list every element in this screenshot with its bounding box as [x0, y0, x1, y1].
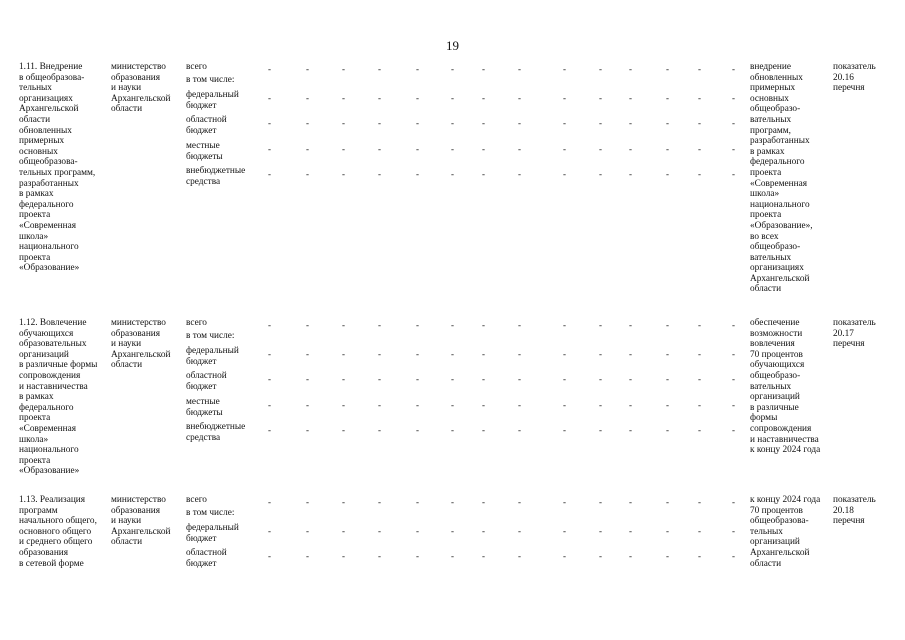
empty-value-dash: - [306, 144, 309, 154]
funding-source: всего [186, 495, 207, 505]
funding-source: внебюджетные средства [186, 422, 246, 443]
empty-value-dash: - [378, 169, 381, 179]
empty-value-dash: - [268, 144, 271, 154]
empty-value-dash: - [342, 400, 345, 410]
empty-value-dash: - [563, 551, 566, 561]
funding-source: областной бюджет [186, 371, 227, 392]
funding-source: областной бюджет [186, 548, 227, 569]
empty-value-dash: - [563, 526, 566, 536]
empty-value-dash: - [451, 425, 454, 435]
empty-value-dash: - [268, 169, 271, 179]
empty-value-dash: - [732, 400, 735, 410]
empty-value-dash: - [732, 526, 735, 536]
responsible-executor: министерство образования и науки Архангельской области [111, 62, 171, 115]
empty-value-dash: - [599, 93, 602, 103]
empty-value-dash: - [306, 349, 309, 359]
empty-value-dash: - [563, 497, 566, 507]
funding-source: в том числе: [186, 331, 235, 341]
empty-value-dash: - [378, 425, 381, 435]
empty-value-dash: - [518, 64, 521, 74]
empty-value-dash: - [268, 425, 271, 435]
empty-value-dash: - [416, 400, 419, 410]
empty-value-dash: - [698, 551, 701, 561]
event-name: 1.13. Реализация программ начального общего, основного общего и среднего общего образования в сетевой форме [19, 495, 97, 569]
indicator-reference: показатель 20.16 перечня [833, 62, 876, 94]
empty-value-dash: - [666, 400, 669, 410]
page-number: 19 [446, 38, 459, 53]
empty-value-dash: - [666, 93, 669, 103]
empty-value-dash: - [416, 320, 419, 330]
empty-value-dash: - [482, 425, 485, 435]
empty-value-dash: - [599, 497, 602, 507]
empty-value-dash: - [416, 497, 419, 507]
funding-source: федеральный бюджет [186, 523, 239, 544]
empty-value-dash: - [306, 64, 309, 74]
empty-value-dash: - [698, 526, 701, 536]
empty-value-dash: - [698, 320, 701, 330]
funding-source: всего [186, 318, 207, 328]
empty-value-dash: - [451, 551, 454, 561]
empty-value-dash: - [268, 64, 271, 74]
empty-value-dash: - [666, 349, 669, 359]
empty-value-dash: - [416, 169, 419, 179]
empty-value-dash: - [451, 144, 454, 154]
empty-value-dash: - [482, 320, 485, 330]
empty-value-dash: - [629, 93, 632, 103]
empty-value-dash: - [451, 497, 454, 507]
empty-value-dash: - [416, 526, 419, 536]
empty-value-dash: - [698, 400, 701, 410]
empty-value-dash: - [342, 526, 345, 536]
empty-value-dash: - [306, 374, 309, 384]
empty-value-dash: - [378, 64, 381, 74]
empty-value-dash: - [482, 93, 485, 103]
empty-value-dash: - [518, 169, 521, 179]
empty-value-dash: - [563, 144, 566, 154]
empty-value-dash: - [518, 349, 521, 359]
empty-value-dash: - [629, 400, 632, 410]
empty-value-dash: - [518, 93, 521, 103]
empty-value-dash: - [306, 497, 309, 507]
empty-value-dash: - [518, 374, 521, 384]
empty-value-dash: - [416, 64, 419, 74]
empty-value-dash: - [629, 64, 632, 74]
empty-value-dash: - [732, 497, 735, 507]
funding-source: в том числе: [186, 75, 235, 85]
empty-value-dash: - [482, 64, 485, 74]
empty-value-dash: - [268, 118, 271, 128]
empty-value-dash: - [666, 425, 669, 435]
funding-source: областной бюджет [186, 115, 227, 136]
empty-value-dash: - [666, 526, 669, 536]
empty-value-dash: - [342, 169, 345, 179]
empty-value-dash: - [306, 118, 309, 128]
empty-value-dash: - [732, 425, 735, 435]
empty-value-dash: - [378, 349, 381, 359]
empty-value-dash: - [342, 64, 345, 74]
empty-value-dash: - [378, 551, 381, 561]
empty-value-dash: - [518, 400, 521, 410]
empty-value-dash: - [482, 144, 485, 154]
empty-value-dash: - [482, 349, 485, 359]
empty-value-dash: - [268, 374, 271, 384]
empty-value-dash: - [482, 374, 485, 384]
empty-value-dash: - [599, 144, 602, 154]
indicator-reference: показатель 20.18 перечня [833, 495, 876, 527]
funding-source: внебюджетные средства [186, 166, 246, 187]
empty-value-dash: - [378, 497, 381, 507]
empty-value-dash: - [732, 93, 735, 103]
empty-value-dash: - [378, 374, 381, 384]
empty-value-dash: - [451, 320, 454, 330]
empty-value-dash: - [698, 497, 701, 507]
empty-value-dash: - [629, 118, 632, 128]
empty-value-dash: - [666, 320, 669, 330]
empty-value-dash: - [732, 320, 735, 330]
empty-value-dash: - [629, 144, 632, 154]
empty-value-dash: - [563, 169, 566, 179]
empty-value-dash: - [416, 374, 419, 384]
empty-value-dash: - [342, 118, 345, 128]
empty-value-dash: - [698, 169, 701, 179]
funding-source: в том числе: [186, 508, 235, 518]
empty-value-dash: - [698, 374, 701, 384]
empty-value-dash: - [732, 374, 735, 384]
empty-value-dash: - [306, 526, 309, 536]
funding-source: местные бюджеты [186, 397, 223, 418]
empty-value-dash: - [482, 551, 485, 561]
empty-value-dash: - [563, 320, 566, 330]
empty-value-dash: - [482, 169, 485, 179]
empty-value-dash: - [268, 551, 271, 561]
empty-value-dash: - [563, 425, 566, 435]
empty-value-dash: - [732, 169, 735, 179]
empty-value-dash: - [599, 349, 602, 359]
expected-result: внедрение обновленных примерных основных общеобразо- вательных программ, разработанных в рамках федерального проекта «Современная школа» национального проекта «Образование», во всех общеобразо- вательных организациях Архангельской области [750, 62, 813, 295]
empty-value-dash: - [563, 349, 566, 359]
responsible-executor: министерство образования и науки Архангельской области [111, 495, 171, 548]
empty-value-dash: - [563, 93, 566, 103]
empty-value-dash: - [342, 425, 345, 435]
empty-value-dash: - [732, 144, 735, 154]
empty-value-dash: - [563, 400, 566, 410]
event-name: 1.11. Внедрение в общеобразова- тельных организациях Архангельской области обновленных примерных основных общеобразова- тельных программ, разработанных в рамках федерального проекта «Современная школа» национального проекта «Образование» [19, 62, 96, 274]
empty-value-dash: - [378, 118, 381, 128]
empty-value-dash: - [666, 497, 669, 507]
empty-value-dash: - [416, 118, 419, 128]
empty-value-dash: - [599, 400, 602, 410]
empty-value-dash: - [563, 118, 566, 128]
empty-value-dash: - [732, 551, 735, 561]
event-name: 1.12. Вовлечение обучающихся образовательных организаций в различные формы сопровождения и наставничества в рамках федерального проекта «Современная школа» национального проекта «Образование» [19, 318, 98, 477]
empty-value-dash: - [666, 144, 669, 154]
empty-value-dash: - [629, 497, 632, 507]
empty-value-dash: - [599, 374, 602, 384]
empty-value-dash: - [378, 526, 381, 536]
empty-value-dash: - [599, 169, 602, 179]
empty-value-dash: - [629, 551, 632, 561]
empty-value-dash: - [342, 551, 345, 561]
empty-value-dash: - [268, 349, 271, 359]
empty-value-dash: - [666, 64, 669, 74]
empty-value-dash: - [451, 400, 454, 410]
empty-value-dash: - [268, 526, 271, 536]
empty-value-dash: - [482, 118, 485, 128]
empty-value-dash: - [518, 425, 521, 435]
empty-value-dash: - [629, 169, 632, 179]
empty-value-dash: - [451, 374, 454, 384]
empty-value-dash: - [342, 374, 345, 384]
expected-result: к концу 2024 года 70 процентов общеобразова- тельных организаций Архангельской области [750, 495, 821, 569]
empty-value-dash: - [518, 526, 521, 536]
empty-value-dash: - [306, 425, 309, 435]
empty-value-dash: - [306, 93, 309, 103]
empty-value-dash: - [306, 400, 309, 410]
empty-value-dash: - [518, 320, 521, 330]
empty-value-dash: - [268, 320, 271, 330]
empty-value-dash: - [698, 64, 701, 74]
empty-value-dash: - [306, 169, 309, 179]
funding-source: федеральный бюджет [186, 90, 239, 111]
empty-value-dash: - [698, 425, 701, 435]
empty-value-dash: - [342, 144, 345, 154]
empty-value-dash: - [378, 93, 381, 103]
empty-value-dash: - [563, 374, 566, 384]
empty-value-dash: - [599, 526, 602, 536]
empty-value-dash: - [518, 118, 521, 128]
empty-value-dash: - [518, 497, 521, 507]
empty-value-dash: - [416, 349, 419, 359]
empty-value-dash: - [629, 425, 632, 435]
empty-value-dash: - [416, 144, 419, 154]
empty-value-dash: - [451, 64, 454, 74]
empty-value-dash: - [416, 551, 419, 561]
funding-source: федеральный бюджет [186, 346, 239, 367]
empty-value-dash: - [599, 64, 602, 74]
empty-value-dash: - [666, 374, 669, 384]
empty-value-dash: - [342, 93, 345, 103]
empty-value-dash: - [451, 349, 454, 359]
empty-value-dash: - [599, 320, 602, 330]
empty-value-dash: - [599, 425, 602, 435]
empty-value-dash: - [451, 169, 454, 179]
funding-source: всего [186, 62, 207, 72]
empty-value-dash: - [451, 93, 454, 103]
empty-value-dash: - [416, 93, 419, 103]
empty-value-dash: - [268, 400, 271, 410]
empty-value-dash: - [482, 400, 485, 410]
empty-value-dash: - [482, 526, 485, 536]
empty-value-dash: - [732, 118, 735, 128]
empty-value-dash: - [451, 118, 454, 128]
empty-value-dash: - [451, 526, 454, 536]
empty-value-dash: - [698, 144, 701, 154]
empty-value-dash: - [378, 144, 381, 154]
empty-value-dash: - [482, 497, 485, 507]
empty-value-dash: - [563, 64, 566, 74]
empty-value-dash: - [629, 320, 632, 330]
empty-value-dash: - [629, 526, 632, 536]
empty-value-dash: - [518, 144, 521, 154]
empty-value-dash: - [416, 425, 419, 435]
empty-value-dash: - [732, 349, 735, 359]
empty-value-dash: - [342, 349, 345, 359]
empty-value-dash: - [599, 551, 602, 561]
empty-value-dash: - [698, 349, 701, 359]
empty-value-dash: - [629, 349, 632, 359]
empty-value-dash: - [518, 551, 521, 561]
empty-value-dash: - [732, 64, 735, 74]
empty-value-dash: - [306, 320, 309, 330]
empty-value-dash: - [378, 400, 381, 410]
empty-value-dash: - [666, 551, 669, 561]
empty-value-dash: - [698, 93, 701, 103]
empty-value-dash: - [268, 497, 271, 507]
empty-value-dash: - [306, 551, 309, 561]
empty-value-dash: - [342, 497, 345, 507]
empty-value-dash: - [378, 320, 381, 330]
funding-source: местные бюджеты [186, 141, 223, 162]
empty-value-dash: - [666, 118, 669, 128]
responsible-executor: министерство образования и науки Архангельской области [111, 318, 171, 371]
empty-value-dash: - [629, 374, 632, 384]
expected-result: обеспечение возможности вовлечения 70 процентов обучающихся общеобразо- вательных организаций в различные формы сопровождения и наставничества к концу 2024 года [750, 318, 821, 456]
indicator-reference: показатель 20.17 перечня [833, 318, 876, 350]
empty-value-dash: - [599, 118, 602, 128]
empty-value-dash: - [666, 169, 669, 179]
empty-value-dash: - [268, 93, 271, 103]
empty-value-dash: - [698, 118, 701, 128]
empty-value-dash: - [342, 320, 345, 330]
